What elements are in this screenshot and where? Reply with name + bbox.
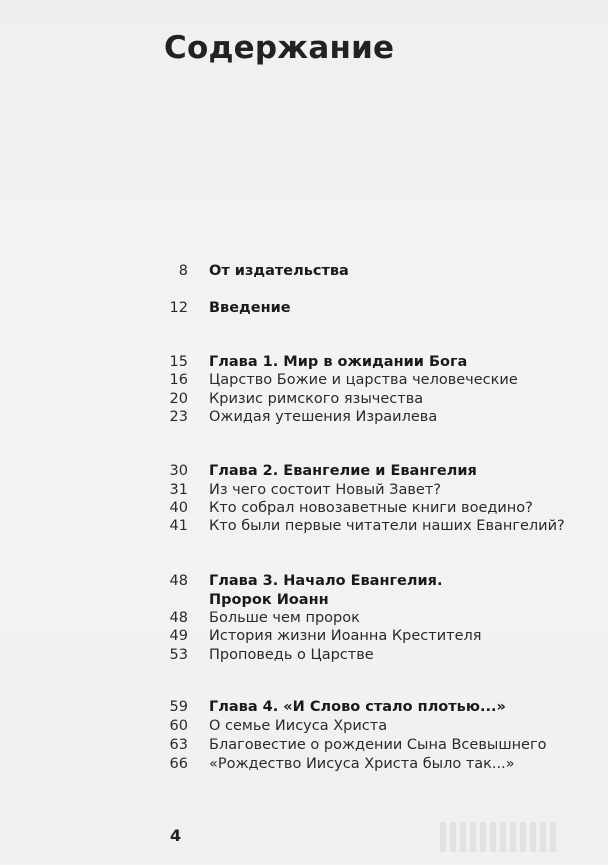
toc-entry-title: Царство Божие и царства человеческие: [209, 372, 518, 388]
toc-entry-title: Глава 3. Начало Евангелия.: [209, 573, 443, 589]
toc-page-number: 59: [169, 699, 188, 715]
toc-entry-title: Глава 2. Евангелие и Евангелия: [209, 463, 477, 479]
toc-entry-title: «Рождество Иисуса Христа было так...»: [209, 756, 515, 772]
toc-page-number: 60: [169, 718, 188, 734]
toc-page-number: 48: [169, 573, 188, 589]
toc-page-number: 31: [169, 482, 188, 498]
toc-page-number: 12: [169, 300, 188, 316]
toc-page-number: 53: [169, 647, 188, 663]
toc-entry-title: Больше чем пророк: [209, 610, 360, 626]
toc-entry-title: Кто были первые читатели наших Евангелий?: [209, 518, 565, 534]
show-through-bleed: [60, 68, 390, 188]
toc-entry-title: Пророк Иоанн: [209, 592, 329, 608]
toc-page-number: 30: [169, 463, 188, 479]
page-number: 4: [170, 826, 182, 845]
toc-entry-title: Благовестие о рождении Сына Всевышнего: [209, 737, 547, 753]
toc-entry-title: Глава 1. Мир в ожидании Бога: [209, 354, 468, 370]
toc-page-number: 66: [169, 756, 188, 772]
toc-page-number: 48: [169, 610, 188, 626]
toc-entry-title: О семье Иисуса Христа: [209, 718, 388, 734]
toc-page-number: 63: [169, 737, 188, 753]
toc-entry-title: Кризис римского язычества: [209, 391, 424, 407]
toc-entry-title: История жизни Иоанна Крестителя: [209, 628, 482, 644]
toc-page-number: 41: [169, 518, 188, 534]
toc-entry-title: Введение: [209, 300, 291, 316]
toc-entry-title: Глава 4. «И Слово стало плотью...»: [209, 699, 506, 715]
toc-page-number: 15: [169, 354, 188, 370]
page-title: Содержание: [164, 30, 395, 66]
toc-entry-title: Проповедь о Царстве: [209, 647, 374, 663]
toc-page-number: 40: [169, 500, 188, 516]
toc-page-number: 23: [169, 409, 188, 425]
toc-entry-title: Из чего состоит Новый Завет?: [209, 482, 441, 498]
toc-page-number: 20: [169, 391, 188, 407]
toc-page-number: 49: [169, 628, 188, 644]
toc-page-number: 16: [169, 372, 188, 388]
toc-entry-title: От издательства: [209, 263, 349, 279]
toc-entry-title: Кто собрал новозаветные книги воедино?: [209, 500, 533, 516]
toc-entry-title: Ожидая утешения Израилева: [209, 409, 438, 425]
toc-page-number: 8: [178, 263, 188, 279]
print-smudge: [440, 822, 560, 852]
